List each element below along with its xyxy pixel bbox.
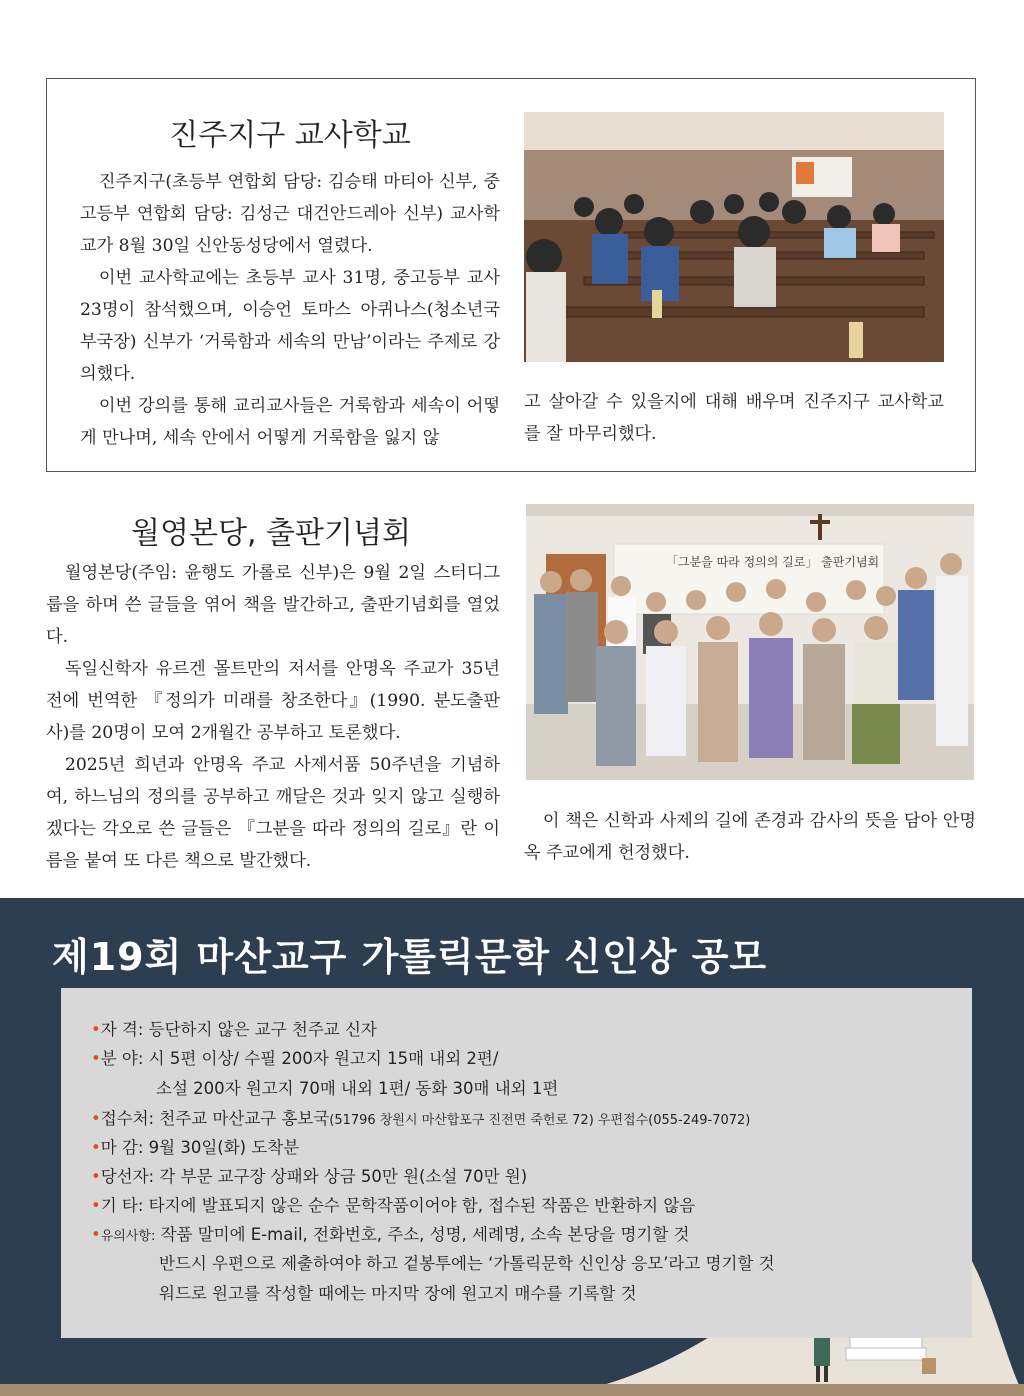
detail-category: •분 야: 시 5편 이상/ 수필 200자 원고지 15매 내외 2편/ — [91, 1049, 499, 1068]
detail-notes-cont: 워드로 원고를 작성할 때에는 마지막 장에 원고지 매수를 기록할 것 — [159, 1284, 637, 1303]
detail-deadline: •마 감: 9월 30일(화) 도착분 — [91, 1138, 300, 1157]
contest-title: 제19회 마산교구 가톨릭문학 신인상 공모 — [52, 935, 768, 979]
detail-notes: •유의사항: 작품 말미에 E-mail, 전화번호, 주소, 성명, 세례명, 소속 본당을 명기할 것 — [91, 1225, 690, 1244]
paragraph: 고 살아갈 수 있을지에 대해 배우며 진주지구 교사학교를 잘 마무리했다. — [524, 392, 944, 444]
paragraph: 2025년 희년과 안명옥 주교 사제서품 50주년을 기념하여, 하느님의 정의를 공부하고 깨달은 것과 잊지 않고 실행하겠다는 각오로 쓴 글들은 『그분을 따라 정의의 길로』란 이름을 붙여 또 다른 책으로 발간했다. — [46, 755, 500, 871]
contest-details-panel — [61, 988, 972, 1338]
banner-text: 「그분을 따라 정의의 길로」 출판기념회 — [666, 555, 880, 569]
ground-strip — [0, 1384, 1024, 1396]
article-body-right — [524, 805, 976, 869]
article-body-right — [524, 386, 944, 450]
paragraph: 독일신학자 유르겐 몰트만의 저서를 안명옥 주교가 35년 전에 번역한 『정의가 미래를 창조한다』(1990. 분도출판사)를 20명이 모여 2개월간 공부하고 토론했다. — [46, 659, 500, 743]
article-title-book-launch: 월영본당, 출판기념회 — [131, 516, 411, 551]
detail-winner: •당선자: 각 부문 교구장 상패와 상금 50만 원(소설 70만 원) — [91, 1167, 528, 1186]
photo-lecture-hall — [524, 112, 944, 362]
paragraph: 이 책은 신학과 사제의 길에 존경과 감사의 뜻을 담아 안명옥 주교에게 헌정했다. — [524, 811, 976, 863]
article-body-left — [80, 166, 500, 454]
photo-group-book-launch — [526, 504, 974, 780]
paragraph: 이번 강의를 통해 교리교사들은 거룩함과 세속이 어떻게 만나며, 세속 안에서 어떻게 거룩함을 잃지 않 — [80, 396, 500, 448]
detail-category-cont: 소설 200자 원고지 70매 내외 1편/ 동화 30매 내외 1편 — [156, 1079, 559, 1098]
detail-other: •기 타: 타지에 발표되지 않은 순수 문학작품이어야 함, 접수된 작품은 반환하지 않음 — [91, 1196, 696, 1215]
paragraph: 이번 교사학교에는 초등부 교사 31명, 중고등부 교사 23명이 참석했으며, 이승언 토마스 아퀴나스(청소년국 부국장) 신부가 ‘거룩함과 세속의 만남’이라는 주제로 강의했다. — [80, 268, 500, 384]
article-title-teacher-school: 진주지구 교사학교 — [169, 118, 411, 153]
detail-notes-cont: 반드시 우편으로 제출하여야 하고 겉봉투에는 ‘가톨릭문학 신인상 응모’라고 명기할 것 — [159, 1254, 775, 1273]
detail-submission: •접수처: 천주교 마산교구 홍보국(51796 창원시 마산합포구 진전면 죽헌로 72) 우편접수(055-249-7072) — [91, 1109, 751, 1128]
article-body-left — [46, 557, 500, 877]
paragraph: 월영본당(주임: 윤행도 가롤로 신부)은 9월 2일 스터디그룹을 하며 쓴 글들을 엮어 책을 발간하고, 출판기념회를 열었다. — [46, 563, 500, 647]
detail-eligibility: •자 격: 등단하지 않은 교구 천주교 신자 — [91, 1020, 377, 1039]
paragraph: 진주지구(초등부 연합회 담당: 김승태 마티아 신부, 중고등부 연합회 담당: 김성근 대건안드레아 신부) 교사학교가 8월 30일 신안동성당에서 열렸다. — [80, 172, 500, 256]
